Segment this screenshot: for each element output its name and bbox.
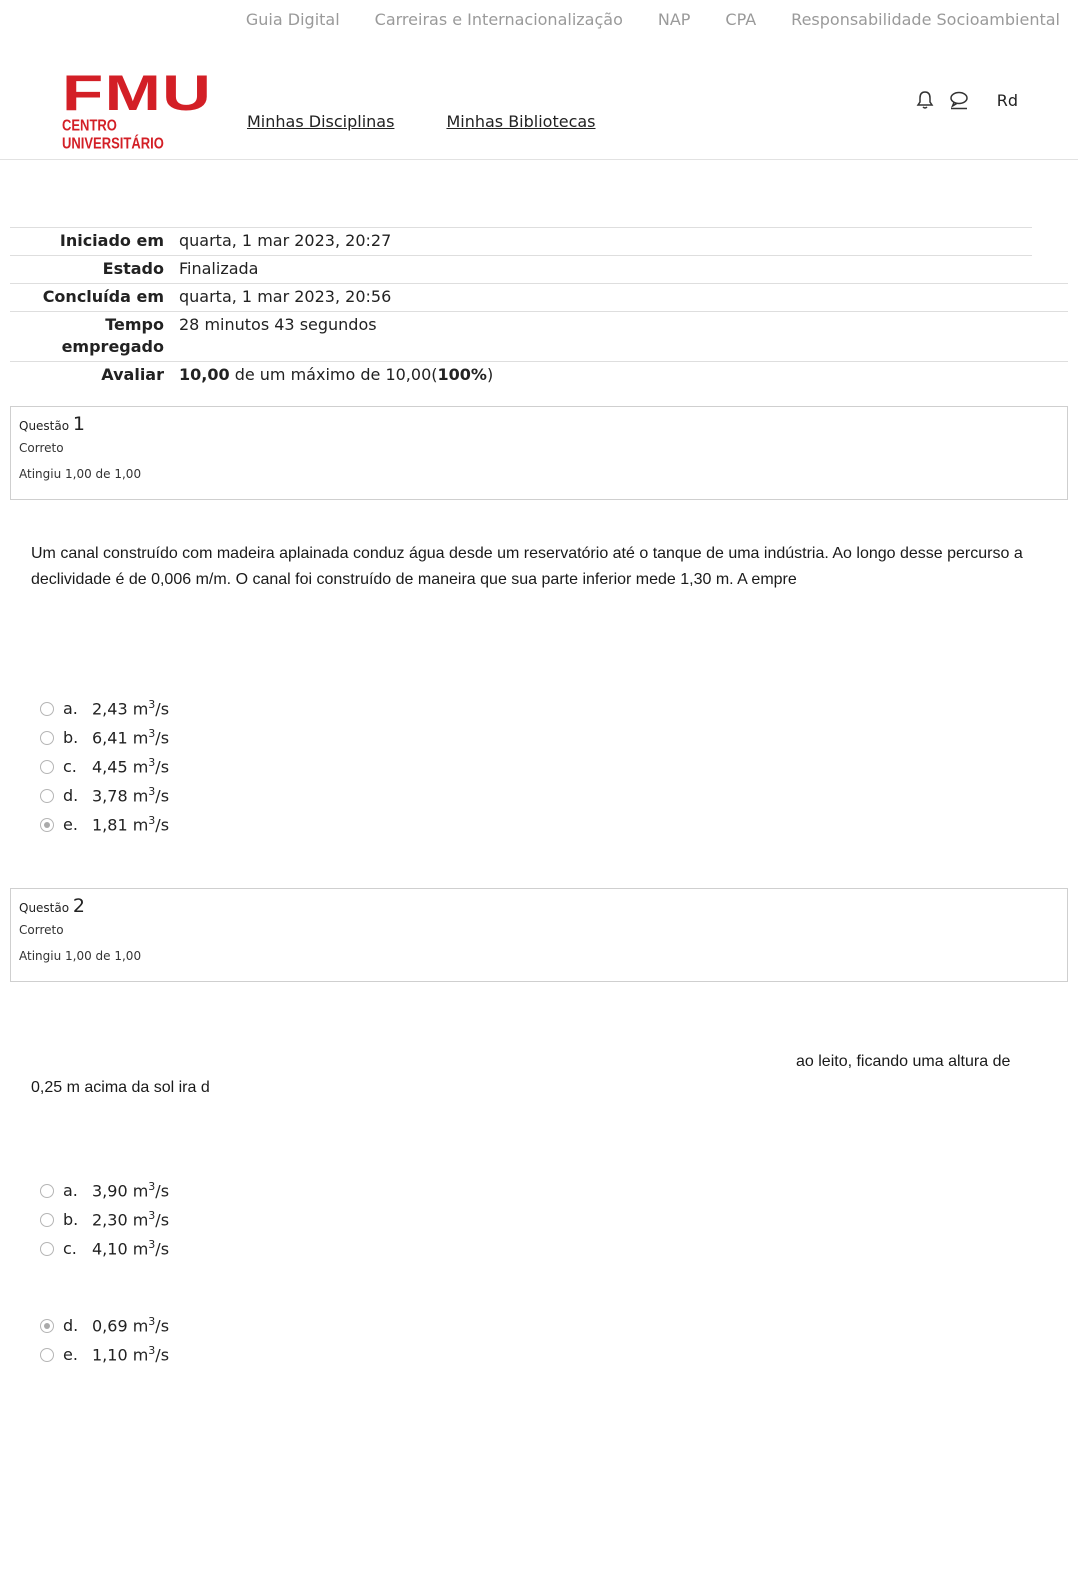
- answer-option[interactable]: [40, 1176, 169, 1205]
- toplink-nap[interactable]: NAP: [657, 10, 691, 29]
- question-grade: Atingiu 1,00 de 1,00: [19, 467, 142, 481]
- answer-value: 4,10 $m^3/s$: [92, 1238, 170, 1259]
- grade-percent: 100%: [437, 365, 487, 384]
- answer-value: 3,78 $m^3/s$: [92, 785, 170, 806]
- site-header: [0, 60, 1078, 160]
- summary-value: Finalizada: [179, 259, 259, 278]
- logo-subtitle: CENTRO UNIVERSITÁRIO: [62, 116, 164, 152]
- answer-letter: c.: [63, 757, 77, 776]
- summary-label: Iniciado em: [59, 231, 164, 250]
- question-state: Correto: [19, 923, 64, 937]
- answer-letter: a.: [63, 1181, 78, 1200]
- grade-close: ): [486, 365, 494, 384]
- summary-row-started: [10, 227, 1032, 255]
- logo-wordmark: FMU: [62, 65, 213, 121]
- toplink-responsabilidade[interactable]: Responsabilidade Socioambiental: [791, 10, 1060, 29]
- header-actions: [901, 90, 1018, 110]
- answer-value: 2,43 $m^3/s$: [92, 698, 170, 719]
- answer-list-2: [40, 1176, 169, 1369]
- answer-option[interactable]: [40, 781, 169, 810]
- answer-option[interactable]: [40, 1311, 169, 1340]
- radio-button[interactable]: [40, 818, 54, 832]
- summary-value: quarta, 1 mar 2023, 20:27: [179, 231, 392, 250]
- radio-button[interactable]: [40, 702, 54, 716]
- chat-icon[interactable]: [949, 90, 969, 110]
- summary-row-state: [10, 255, 1032, 283]
- answer-letter: c.: [63, 1239, 77, 1258]
- question-grade: Atingiu 1,00 de 1,00: [19, 949, 142, 963]
- summary-row-grade: [10, 361, 1068, 389]
- summary-label: Estado: [102, 259, 164, 278]
- radio-button[interactable]: [40, 1242, 54, 1256]
- user-initials[interactable]: Rd: [996, 90, 1018, 110]
- toplink-guia-digital[interactable]: Guia Digital: [245, 10, 340, 29]
- answer-value: 6,41 $m^3/s$: [92, 727, 170, 748]
- summary-row-time: [10, 311, 1068, 361]
- question-label: Questão: [19, 901, 70, 915]
- summary-label-line: Tempo: [105, 315, 164, 334]
- main-nav: [247, 112, 648, 131]
- question-text-line: ao leito, ficando uma altura de: [796, 1053, 1011, 1070]
- radio-button[interactable]: [40, 731, 54, 745]
- answer-option[interactable]: [40, 1234, 169, 1263]
- answer-letter: d.: [63, 786, 79, 805]
- question-text-line: 0,25 m acima da sol ira d: [31, 1079, 210, 1096]
- summary-label: [10, 314, 164, 358]
- summary-label: Avaliar: [101, 365, 164, 384]
- answer-letter: e.: [63, 815, 78, 834]
- summary-label: Concluída em: [42, 287, 164, 306]
- nav-minhas-disciplinas[interactable]: Minhas Disciplinas: [247, 112, 395, 131]
- toplink-carreiras[interactable]: Carreiras e Internacionalização: [374, 10, 623, 29]
- fmu-logo[interactable]: [62, 65, 213, 152]
- question-info-1: [10, 406, 1068, 500]
- answer-option[interactable]: [40, 1340, 169, 1369]
- toplink-cpa[interactable]: CPA: [725, 10, 757, 29]
- bell-icon[interactable]: [915, 90, 935, 110]
- radio-button[interactable]: [40, 760, 54, 774]
- answer-option[interactable]: [40, 723, 169, 752]
- answer-value: 4,45 $m^3/s$: [92, 756, 170, 777]
- attempt-summary: [10, 227, 1068, 389]
- grade-score: 10,00: [179, 365, 230, 384]
- answer-value: 1,10 $m^3/s$: [92, 1344, 170, 1365]
- answer-letter: b.: [63, 1210, 79, 1229]
- question-text-2: [31, 1049, 1051, 1101]
- question-number: 2: [72, 895, 86, 917]
- summary-row-completed: [10, 283, 1068, 311]
- question-title: [19, 413, 1059, 435]
- top-links: [211, 10, 1060, 29]
- radio-button[interactable]: [40, 789, 54, 803]
- summary-value: 28 minutos 43 segundos: [179, 315, 377, 334]
- summary-label-line: empregado: [61, 337, 164, 356]
- radio-button[interactable]: [40, 1348, 54, 1362]
- question-title: [19, 895, 1059, 917]
- summary-value: [164, 364, 493, 386]
- answer-option[interactable]: [40, 694, 169, 723]
- answer-value: 1,81 $m^3/s$: [92, 814, 170, 835]
- grade-text: de um máximo de 10,00(: [229, 365, 438, 384]
- radio-button[interactable]: [40, 1184, 54, 1198]
- question-info-2: [10, 888, 1068, 982]
- answer-letter: a.: [63, 699, 78, 718]
- question-text-1: [31, 541, 1051, 593]
- question-state: Correto: [19, 441, 64, 455]
- answer-option[interactable]: [40, 752, 169, 781]
- answer-letter: d.: [63, 1316, 79, 1335]
- question-label: Questão: [19, 419, 70, 433]
- nav-minhas-bibliotecas[interactable]: Minhas Bibliotecas: [446, 112, 596, 131]
- summary-value: quarta, 1 mar 2023, 20:56: [179, 287, 392, 306]
- answer-option[interactable]: [40, 810, 169, 839]
- answer-option[interactable]: [40, 1205, 169, 1234]
- question-text-line: declividade é de 0,006 m/m. O canal foi construído de maneira que sua parte inferior mede 1,30 m. A empre: [31, 571, 797, 588]
- radio-button[interactable]: [40, 1213, 54, 1227]
- answer-value: 3,90 $m^3/s$: [92, 1180, 170, 1201]
- answer-value: 2,30 $m^3/s$: [92, 1209, 170, 1230]
- answer-letter: b.: [63, 728, 79, 747]
- question-number: 1: [72, 413, 86, 435]
- answer-value: 0,69 $m^3/s$: [92, 1315, 170, 1336]
- answer-letter: e.: [63, 1345, 78, 1364]
- answer-list-1: [40, 694, 169, 839]
- radio-button[interactable]: [40, 1319, 54, 1333]
- question-text-line: Um canal construído com madeira aplainada conduz água desde um reservatório até o tanque de uma indústria. Ao longo desse percurso a: [31, 545, 1023, 562]
